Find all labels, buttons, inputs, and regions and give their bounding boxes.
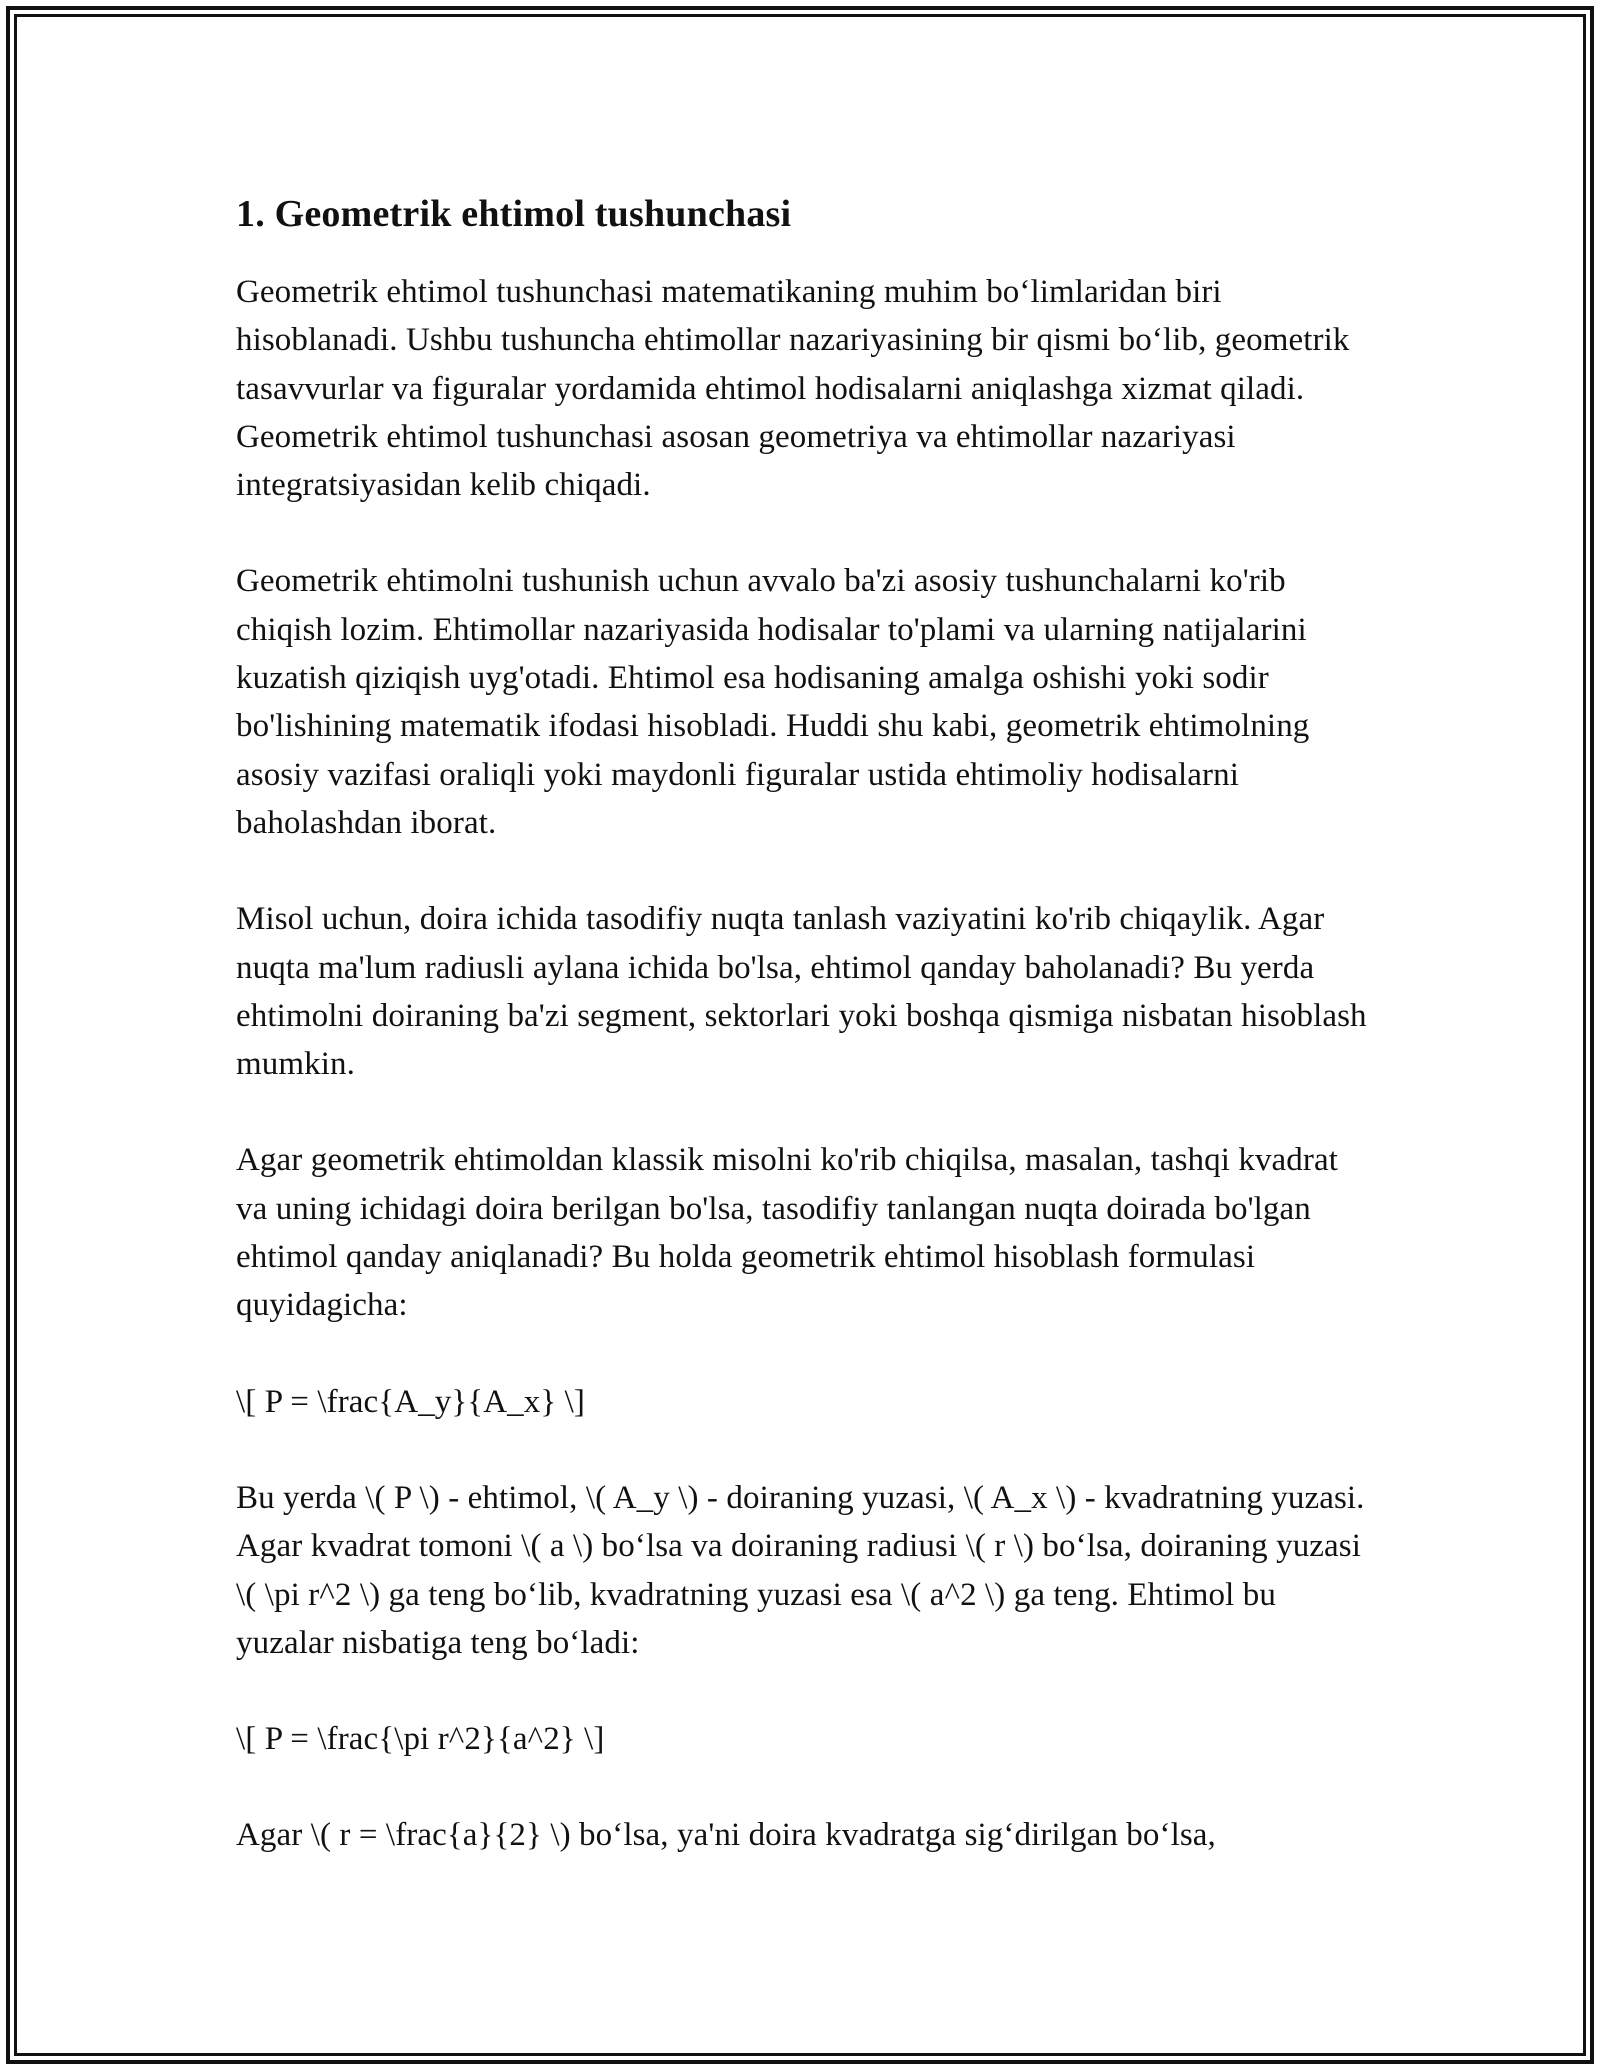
paragraph-explanation: Bu yerda \( P \) - ehtimol, \( A_y \) - doiraning yuzasi, \( A_x \) - kvadratning yuzasi. Agar kvadrat tomoni \( a \) bo‘lsa va doiraning radiusi \( r \) bo‘lsa, doiraning yuzasi \( \pi r^2 \) ga teng bo‘lib, kvadratning yuzasi esa \( a^2 \) ga teng. Ehtimol bu yuzalar nisbatiga teng bo‘ladi: <box>236 1479 1365 1661</box>
paragraph-example: Misol uchun, doira ichida tasodifiy nuqta tanlash vaziyatini ko'rib chiqaylik. Agar nuqta ma'lum radiusli aylana ichida bo'lsa, ehtimol qanday baholanadi? Bu yerda ehtimolni doiraning ba'zi segment, sektorlari yoki boshqa qismiga nisbatan hisoblash mumkin. <box>236 901 1367 1083</box>
paragraph-intro: Geometrik ehtimol tushunchasi matematikaning muhim bo‘limlaridan biri hisoblanadi. Ushbu tushuncha ehtimollar nazariyasining bir qismi bo‘lib, geometrik tasavvurlar va figuralar yordamida ehtimol hodisalarni aniqlashga xizmat qiladi. Geometrik ehtimol tushunchasi asosan geometriya va ehtimollar nazariyasi integratsiyasidan kelib chiqadi. <box>236 274 1350 504</box>
formula-circle-square: \[ P = \frac{\pi r^2}{a^2} \] <box>236 1721 605 1758</box>
formula-probability-ratio: \[ P = \frac{A_y}{A_x} \] <box>236 1383 586 1420</box>
paragraph-basics: Geometrik ehtimolni tushunish uchun avvalo ba'zi asosiy tushunchalarni ko'rib chiqish lozim. Ehtimollar nazariyasida hodisalar to'plami va ularning natijalarini kuzatish qiziqish uyg'otadi. Ehtimol esa hodisaning amalga oshishi yoki sodir bo'lishining matematik ifodasi hisobladi. Huddi shu kabi, geometrik ehtimolning asosiy vazifasi oraliqli yoki maydonli figuralar ustida ehtimoliy hodisalarni baholashdan iborat. <box>236 563 1310 841</box>
section-heading: 1. Geometrik ehtimol tushunchasi <box>236 193 792 235</box>
paragraph-classic-example: Agar geometrik ehtimoldan klassik misolni ko'rib chiqilsa, masalan, tashqi kvadrat va uning ichidagi doira berilgan bo'lsa, tasodifiy tanlangan nuqta doirada bo'lgan ehtimol qanday aniqlanadi? Bu holda geometrik ehtimol hisoblash formulasi quyidagicha: <box>236 1142 1339 1324</box>
document-body <box>236 188 1376 1908</box>
paragraph-inscribed-circle: Agar \( r = \frac{a}{2} \) bo‘lsa, ya'ni doira kvadratga sig‘dirilgan bo‘lsa, <box>236 1817 1216 1854</box>
